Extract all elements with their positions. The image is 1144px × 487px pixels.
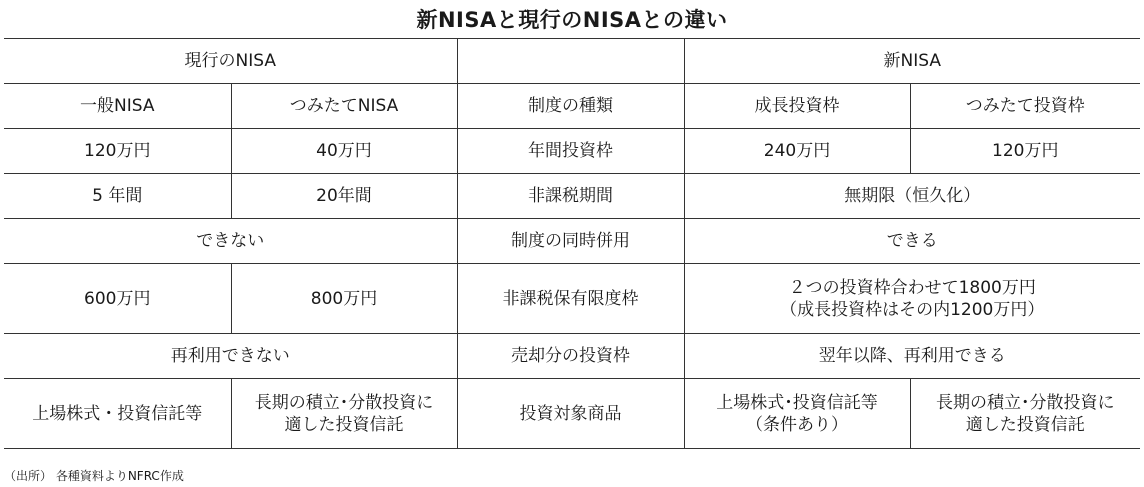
- header-new-nisa: 新NISA: [684, 39, 1140, 84]
- table-cell: 無期限（恒久化）: [684, 174, 1140, 219]
- table-cell: 120万円: [4, 129, 231, 174]
- table-cell: 翌年以降、再利用できる: [684, 334, 1140, 379]
- table-row: [4, 84, 1140, 129]
- cell-line: ２つの投資枠合わせて1800万円: [788, 277, 1036, 298]
- table-title: 新NISAと現行のNISAとの違い: [416, 8, 728, 32]
- subheader-tsumitate-waku: つみたて投資枠: [910, 84, 1140, 129]
- cell-line: 適した投資信託: [965, 414, 1085, 435]
- table-row: [4, 174, 1140, 219]
- subheader-tsumitate: つみたてNISA: [231, 84, 457, 129]
- table-cell: 800万円: [231, 264, 457, 334]
- table-cell: 120万円: [910, 129, 1140, 174]
- subheader-ippan: 一般NISA: [4, 84, 231, 129]
- table-cell: [231, 379, 457, 449]
- row-label: 投資対象商品: [457, 379, 684, 449]
- table-cell: [684, 264, 1140, 334]
- table-cell: 上場株式・投資信託等: [4, 379, 231, 449]
- header-current-nisa: 現行のNISA: [4, 39, 457, 84]
- table-row: [4, 129, 1140, 174]
- table-row: [4, 219, 1140, 264]
- row-label: 非課税保有限度枠: [457, 264, 684, 334]
- table-row: [4, 39, 1140, 84]
- table-cell: できる: [684, 219, 1140, 264]
- table-row: [4, 264, 1140, 334]
- cell-line: 長期の積立･分散投資に: [254, 392, 434, 413]
- table-cell: 20年間: [231, 174, 457, 219]
- row-label: 年間投資枠: [457, 129, 684, 174]
- table-row: [4, 379, 1140, 449]
- table-cell: 5 年間: [4, 174, 231, 219]
- row-label: 売却分の投資枠: [457, 334, 684, 379]
- cell-line: 上場株式･投資信託等: [716, 392, 878, 413]
- header-blank: [457, 39, 684, 84]
- row-label: 制度の同時併用: [457, 219, 684, 264]
- row-label: 非課税期間: [457, 174, 684, 219]
- row-label: 制度の種類: [457, 84, 684, 129]
- table-cell: 再利用できない: [4, 334, 457, 379]
- table-cell: [910, 379, 1140, 449]
- table-row: [4, 334, 1140, 379]
- cell-line: （成長投資枠はその内1200万円）: [780, 299, 1045, 320]
- source-note: （出所） 各種資料よりNFRC作成: [4, 469, 184, 483]
- subheader-seicho: 成長投資枠: [684, 84, 910, 129]
- table-cell: [684, 379, 910, 449]
- table-cell: 240万円: [684, 129, 910, 174]
- cell-line: 適した投資信託: [284, 414, 404, 435]
- cell-line: （条件あり）: [746, 414, 848, 435]
- comparison-table: [4, 38, 1140, 449]
- table-cell: できない: [4, 219, 457, 264]
- table-cell: 40万円: [231, 129, 457, 174]
- cell-line: 長期の積立･分散投資に: [936, 392, 1115, 413]
- table-cell: 600万円: [4, 264, 231, 334]
